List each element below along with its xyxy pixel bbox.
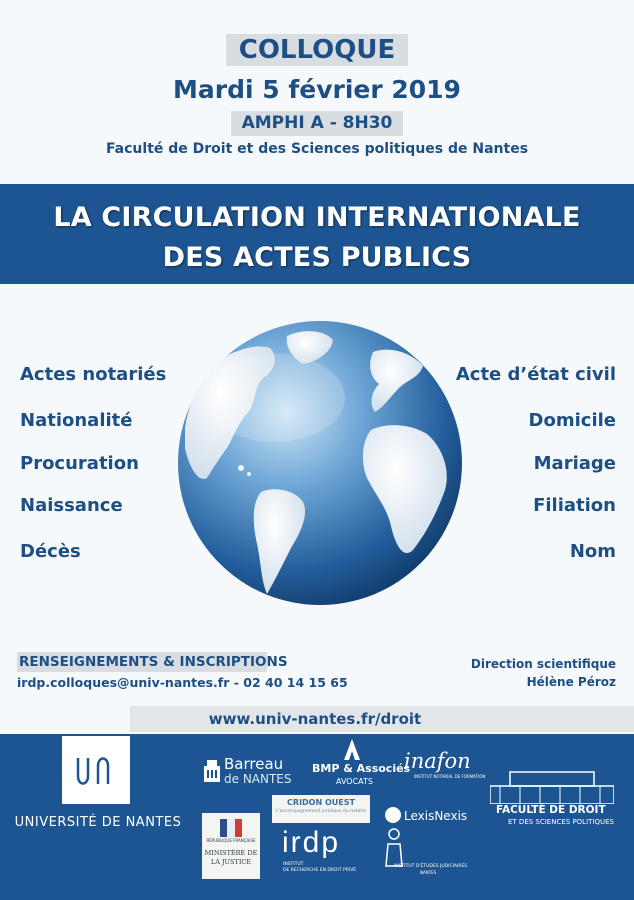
keyword-deces: Décès bbox=[20, 541, 81, 562]
contact-email-phone[interactable]: irdp.colloques@univ-nantes.fr - 02 40 14 15 65 bbox=[17, 675, 348, 690]
keyword-domicile: Domicile bbox=[528, 410, 616, 431]
republique-francaise-label: RÉPUBLIQUE FRANÇAISE bbox=[206, 838, 256, 843]
keyword-filiation: Filiation bbox=[533, 495, 616, 516]
barreau-logo-line2: de NANTES bbox=[224, 772, 292, 786]
contact-heading: RENSEIGNEMENTS & INSCRIPTIONS bbox=[19, 654, 288, 670]
barreau-logo-line1: Barreau bbox=[224, 755, 284, 773]
faculte-building-icon bbox=[490, 766, 614, 804]
iej-logo-line2: NANTES bbox=[420, 870, 437, 875]
bmp-logo-icon bbox=[340, 738, 364, 762]
university-name: UNIVERSITÉ DE NANTES bbox=[14, 815, 182, 830]
title-line-2: DES ACTES PUBLICS bbox=[162, 242, 472, 273]
event-location-time: AMPHI A - 8H30 bbox=[231, 111, 403, 136]
website-link[interactable]: www.univ-nantes.fr/droit bbox=[208, 710, 422, 728]
title-band bbox=[0, 184, 634, 284]
scientific-direction-label: Direction scientifique bbox=[470, 657, 616, 671]
iej-logo-line1: INSTITUT D'ÉTUDES JUDICIAIRES bbox=[394, 864, 468, 869]
ministere-justice-logo-box bbox=[202, 813, 260, 879]
keyword-mariage: Mariage bbox=[533, 453, 616, 474]
keyword-actes-notaries: Actes notariés bbox=[20, 364, 167, 385]
globe-illustration bbox=[175, 318, 465, 608]
keyword-nom: Nom bbox=[569, 541, 616, 562]
irdp-logo: irdp bbox=[282, 826, 341, 859]
bmp-logo-line2: AVOCATS bbox=[336, 777, 373, 786]
host-faculty: Faculté de Droit et des Sciences politiques de Nantes bbox=[105, 141, 529, 157]
universite-logo-icon bbox=[62, 736, 130, 804]
keyword-acte-etat-civil: Acte d’état civil bbox=[455, 364, 616, 385]
event-type-label: COLLOQUE bbox=[226, 34, 408, 66]
faculte-logo-line2: ET DES SCIENCES POLITIQUES bbox=[508, 818, 614, 826]
lexisnexis-logo: LexisNexis bbox=[404, 809, 468, 823]
ministere-logo-line2: LA JUSTICE bbox=[210, 858, 252, 866]
irdp-logo-subtitle-1: INSTITUT bbox=[283, 862, 304, 867]
irdp-logo-subtitle-2: DE RECHERCHE EN DROIT PRIVÉ bbox=[283, 868, 357, 873]
title-line-1: LA CIRCULATION INTERNATIONALE bbox=[53, 202, 581, 233]
scientific-director-name: Hélène Péroz bbox=[526, 675, 616, 689]
inafon-logo-subtitle: INSTITUT NOTARIAL DE FORMATION bbox=[414, 774, 486, 779]
faculte-logo-line1: FACULTÉ DE DROIT bbox=[496, 804, 606, 816]
bmp-logo-line1: BMP & Associés bbox=[312, 762, 411, 775]
island-caribbean-2 bbox=[247, 472, 251, 476]
globe-highlight bbox=[205, 354, 345, 442]
barreau-building-icon bbox=[202, 758, 222, 784]
cridon-logo-line2: L'accompagnement juridique du notaire bbox=[275, 809, 367, 814]
keyword-procuration: Procuration bbox=[20, 453, 139, 474]
keyword-naissance: Naissance bbox=[20, 495, 123, 516]
inafon-logo: inafon bbox=[404, 749, 471, 773]
ministere-logo-line1: MINISTÈRE DE bbox=[204, 849, 258, 857]
island-caribbean bbox=[238, 465, 244, 471]
iej-figure-icon bbox=[382, 828, 406, 868]
lexisnexis-logo-icon bbox=[384, 806, 402, 824]
universite-nantes-logo bbox=[62, 736, 130, 804]
event-date: Mardi 5 février 2019 bbox=[173, 75, 461, 104]
cridon-logo-line1: CRIDON OUEST bbox=[287, 798, 355, 807]
keyword-nationalite: Nationalité bbox=[20, 410, 133, 431]
